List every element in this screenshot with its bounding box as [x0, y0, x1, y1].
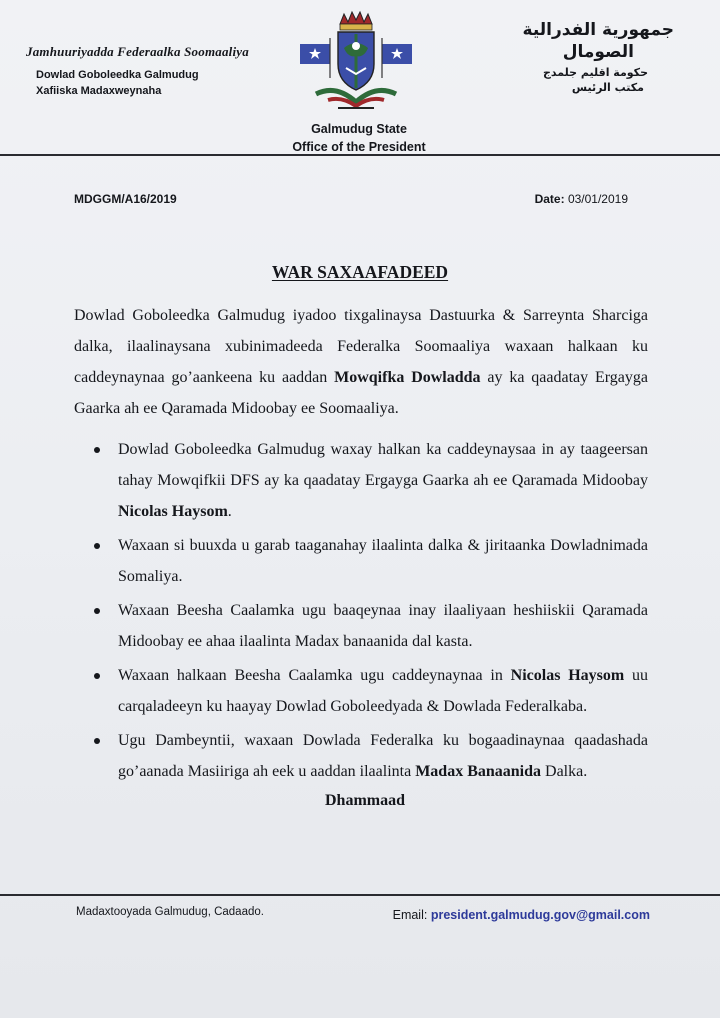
intro-text-1: Dowlad Goboleedka Galmudug iyadoo tixgalinaysa Dastuurka & Sarreynta Sharciga dalka, ilaalinaysana xubinimadeeda Federalka Soomaaliya waxaan halkaan ku caddeynaynaa go’aankeena ku aaddan: [74, 307, 648, 386]
header-divider: [0, 154, 720, 156]
bullet-dot-icon: [94, 738, 100, 744]
country-name-somali: Jamhuuriyadda Federaalka Soomaaliya: [26, 44, 249, 59]
arabic-line-1: جمهورية الفدرالية: [522, 20, 674, 40]
header-right-arabic: [454, 20, 674, 94]
list-item-text: Dowlad Goboleedka Galmudug waxay halkan ka caddeynaysaa in ay taageersan tahay Mowqifkii DFS ay ka qaadatay Ergayga Gaarka ah ee Qaramada Midoobay: [118, 441, 648, 489]
list-item-bold: Madax Banaanida: [415, 763, 542, 780]
list-item: [74, 595, 648, 657]
galmudug-coat-of-arms-icon: [298, 8, 414, 114]
date-value: 03/01/2019: [567, 192, 628, 206]
state-name-english: [250, 120, 468, 156]
email-link[interactable]: president.galmudug.gov@gmail.com: [430, 908, 650, 922]
list-item-text: Ugu Dambeyntii, waxaan Dowlada Federalka ku bogaadinaynaa qaadashada go’aanada Masiiriga ah eek u aaddan ilaalinta: [118, 732, 648, 780]
office-name-somali: Xafiiska Madaxweynaha: [36, 85, 162, 97]
document-date: [535, 192, 628, 206]
arabic-line-2: الصومال: [562, 42, 634, 62]
list-item-text: Waxaan si buuxda u garab taaganahay ilaalinta dalka & jiritaanka Dowladnimada Somaliya.: [118, 537, 648, 585]
list-item-text: Waxaan Beesha Caalamka ugu baaqeynaa inay ilaaliyaan heshiiskii Qaramada Midoobay ee ahaa ilaalinta Madax banaanida dal kasta.: [118, 602, 648, 650]
list-item-text-end: uu carqaladeeyn ku haayay Dowlad Goboleedyada & Dowlada Federalkaba.: [118, 667, 649, 715]
document-title: WAR SAXAAFADEED: [271, 262, 449, 282]
state-name-line: Galmudug State: [311, 122, 407, 136]
list-item-bold: Nicolas Haysom: [118, 503, 228, 520]
list-item-bold: Nicolas Haysom: [510, 667, 625, 684]
intro-text-2: ay ka qaadatay Ergayga Gaarka ah ee Qaramada Midoobay ee Soomaaliya.: [74, 369, 648, 417]
list-item-text-end: Dalka.: [541, 763, 588, 780]
email-label: Email:: [392, 908, 428, 922]
footer-contact: [393, 908, 650, 922]
arabic-line-3: حكومة اقليم جلمدج: [542, 66, 648, 79]
list-item: [74, 530, 648, 592]
footer-divider: [0, 894, 720, 896]
reference-number: MDGGM/A16/2019: [74, 192, 177, 206]
list-item: [74, 660, 648, 722]
arabic-line-4: مكتب الرئيس: [571, 81, 644, 94]
footer-address: Madaxtooyada Galmudug, Cadaado.: [76, 906, 264, 918]
list-item: [74, 725, 648, 787]
closing-word: Dhammaad: [324, 792, 405, 809]
bullet-dot-icon: [94, 673, 100, 679]
date-label: Date:: [534, 192, 565, 206]
list-item: [74, 434, 648, 527]
intro-paragraph: [74, 300, 648, 424]
list-item-text: Waxaan halkaan Beesha Caalamka ugu caddeynaynaa in: [118, 667, 511, 684]
intro-bold-text: Mowqifka Dowladda: [334, 369, 481, 386]
state-name-somali: Dowlad Goboleedka Galmudug: [36, 69, 199, 81]
list-item-text-end: .: [227, 503, 232, 520]
office-name-line: Office of the President: [292, 140, 426, 154]
bullet-dot-icon: [94, 608, 100, 614]
bullet-list: [74, 434, 648, 790]
bullet-dot-icon: [94, 543, 100, 549]
header-left: [26, 44, 266, 97]
bullet-dot-icon: [94, 447, 100, 453]
